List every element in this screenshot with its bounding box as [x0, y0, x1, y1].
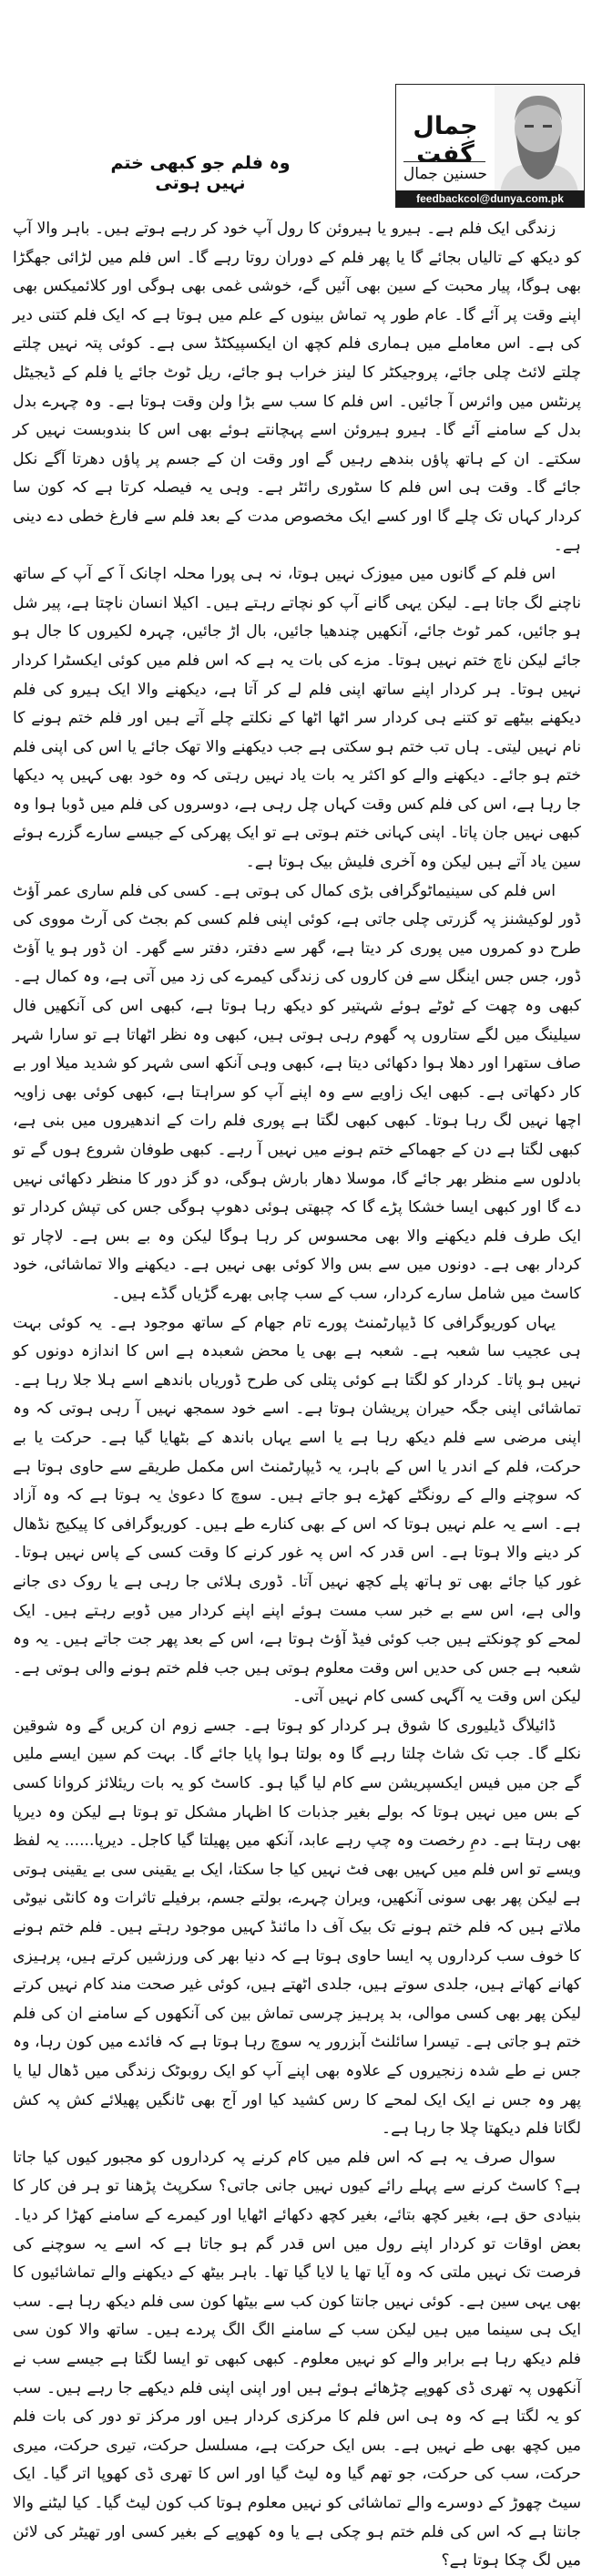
author-name: حسنین جمال [403, 165, 488, 183]
column-masthead [395, 84, 585, 208]
article-paragraph: سوال صرف یہ ہے کہ اس فلم میں کام کرنے پہ کرداروں کو مجبور کیوں کیا جاتا ہے؟ کاسٹ کرنے سے پہلے رائے کیوں نہیں جانی جاتی؟ سکرپٹ پڑھنا تو ہر فن کار کا بنیادی حق ہے، بغیر کچھ بتائے، بغیر کچھ دکھائے اٹھایا اور کیمرے کے سامنے کھڑا کر دیا۔ بعض اوقات تو کردار اپنے رول میں اس قدر گم ہو جاتا ہے کہ اسے یہ سوچنے کی فرصت تک نہیں ملتی کہ وہ آیا تھا یا لایا گیا تھا۔ باہر بیٹھ کے دیکھنے والے تماشائیوں کا بھی یہی سین ہے۔ کوئی نہیں جانتا کون کب سے بیٹھا کون سی فلم دیکھ رہا ہے۔ سب ایک ہی سینما میں ہیں لیکن سب کے سامنے الگ الگ پردے ہیں۔ ساتھ والا کون سی فلم دیکھ رہا ہے برابر والے کو نہیں معلوم۔ کبھی کبھی تو ایسا لگتا ہے جیسے سب نے آنکھوں پہ تھری ڈی کھوپے چڑھائے ہوئے ہیں اور اپنی اپنی فلم دیکھے جا رہے ہیں۔ سب کو یہ لگتا ہے کہ وہ ہی اس فلم کا مرکزی کردار ہیں اور مرکز تو دور کی بات فلم میں کچھ بھی طے نہیں ہے۔ بس ایک حرکت ہے، مسلسل حرکت، تیری حرکت، میری حرکت، سب کی حرکت، جو تھم گیا وہ لیٹ گیا اور اس کا تھری ڈی کھوپا اتر گیا۔ ایک سیٹ چھوڑ کے دوسرے والے تماشائی کو نہیں معلوم ہوتا کب کون لیٹ گیا۔ کیا لیٹنے والا جانتا ہے کہ اس کی فلم ختم ہو چکی ہے یا وہ کھوپے کے بغیر کسی اور تھیٹر کی لائن میں لگ چکا ہوتا ہے؟ [13, 2148, 581, 2571]
article-body [13, 215, 581, 2576]
logo-divider [403, 161, 485, 162]
article-paragraph: اس فلم کی سینیماٹوگرافی بڑی کمال کی ہوتی ہے۔ کسی کی فلم ساری عمر آؤٹ ڈور لوکیشنز پہ گزرتی چلی جاتی ہے، کوئی اپنی فلم کسی کم بجٹ کی آرٹ مووی کی طرح دو کمروں میں پوری کر دیتا ہے، گھر سے دفتر، دفتر سے گھر۔ ان ڈور ہو یا آؤٹ ڈور، جس جس اینگل سے فن کاروں کی زندگی کیمرے کی زد میں آتی ہے، وہ کمال ہے۔ کبھی وہ چھت کے ٹوٹے ہوئے شہتیر کو دیکھ رہا ہوتا ہے، کبھی اس کی آنکھیں فال سیلینگ میں لگے ستاروں پہ گھوم رہی ہوتی ہیں، کبھی وہ نظر اٹھاتا ہے تو سارا شہر صاف ستھرا اور دھلا ہوا دکھائی دیتا ہے، کبھی وہی آنکھ اسی شہر کو شدید میلا اور بے کار دکھاتی ہے۔ کبھی ایک زاویے سے وہ اپنے آپ کو سراہتا ہے، کبھی کوئی بھی زاویہ اچھا نہیں لگ رہا ہوتا۔ کبھی کبھی لگتا ہے پوری فلم رات کے اندھیروں میں بنی ہے، کبھی لگتا ہے دن کے جھماکے ختم ہونے میں نہیں آ رہے۔ کبھی طوفان شروع ہوں گے تو بادلوں سے منظر بھر جائے گا، موسلا دھار بارش ہوگی، دو گز دور کا منظر دکھائی نہیں دے گا اور کبھی ایسا خشکا پڑے گا کہ چبھتی ہوئی دھوپ ہوگی جس کی تپش کردار تو ایک طرف فلم دیکھنے والا بھی محسوس کر رہا ہوگا لیکن وہ بے بس ہے۔ لاچار تو کردار بھی ہے۔ دونوں میں سے بس والا کوئی بھی نہیں ہے۔ دیکھنے والا تماشائی، خود کاسٹ میں شامل سارے کردار، سب کے سب چابی بھرے گڑیاں گڈے ہیں۔ [13, 881, 581, 1303]
feedback-email: feedbackcol@dunya.com.pk [396, 190, 584, 207]
article-paragraph: اس فلم کے گانوں میں میوزک نہیں ہوتا، نہ ہی پورا محلہ اچانک آ کے آپ کے ساتھ ناچنے لگ جاتا ہے۔ لیکن یہی گانے آپ کو نچاتے رہتے ہیں۔ اکیلا انسان ناچتا ہے، پیر شل ہو جائیں، کمر ٹوٹ جائے، آنکھیں چندھیا جائیں، بال اڑ جائیں، چہرہ لکیروں کا جال ہو جائے لیکن ناچ ختم نہیں ہوتا۔ مزے کی بات یہ ہے کہ اس فلم میں کوئی ایکسٹرا کردار نہیں ہوتا۔ ہر کردار اپنے ساتھ اپنی فلم لے کر آتا ہے، دیکھنے والا ایک ہیرو کی فلم دیکھنے بیٹھے تو کتنے ہی کردار سر اٹھا اٹھا کے نکلتے چلے آتے ہیں اور فلم ختم ہونے کا نام نہیں لیتی۔ ہاں تب ختم ہو سکتی ہے جب دیکھنے والا تھک جائے یا اس کی اپنی فلم ختم ہو جائے۔ دیکھنے والے کو اکثر یہ بات یاد نہیں رہتی کہ وہ خود بھی کہیں پہ دیکھا جا رہا ہے، اس کی فلم کس وقت کہاں چل رہی ہے، دوسروں کی فلم میں ڈوبا ہوا وہ کبھی نہیں جان پاتا۔ اپنی کہانی ختم ہوتی ہے تو ایک پھرکی کے جیسے سارے گزرے ہوئے سین یاد آتے ہیں لیکن وہ آخری فلیش بیک ہوتا ہے۔ [13, 565, 581, 872]
article-paragraph: زندگی ایک فلم ہے۔ ہیرو یا ہیروئن کا رول آپ خود کر رہے ہوتے ہیں۔ باہر والا آپ کو دیکھ کے تالیاں بجائے گا یا پھر فلم کے دوران روتا رہے گا۔ اس فلم میں لڑائی جھگڑا بھی ہوگا، پیار محبت کے سین بھی آئیں گے، خوشی غمی بھی ہوگی اور کلائمیکس بھی اپنے وقت پر آئے گا۔ عام طور پہ تماش بینوں کے علم میں ہوتا ہے کہ ایک فلم کتنی دیر کی ہے۔ اس معاملے میں ہماری فلم کچھ ان ایکسپیکٹڈ سی ہے۔ کوئی پتہ نہیں چلتے چلتے لائٹ چلی جائے، پروجیکٹر کا لینز خراب ہو جائے، ریل ٹوٹ جائے یا فلم کے ڈیجیٹل پرنٹس میں وائرس آ جائیں۔ اس فلم کا سب سے بڑا ولن وقت ہوتا ہے۔ وہ چہرے بدل بدل کے سامنے آئے گا۔ ہیرو ہیروئن اسے پہچانتے ہوئے بھی اس کا بندوبست نہیں کر سکتے۔ ان کے ہاتھ پاؤں بندھے رہیں گے اور وقت ان کے جسم پر پاؤں دھرتا آگے نکل جائے گا۔ وقت ہی اس فلم کا سٹوری رائٹر ہے۔ وہی یہ فیصلہ کرتا ہے کہ کون سا کردار کہاں تک چلے گا اور کسے ایک مخصوص مدت کے بعد فلم سے فارغ خطی دے دینی ہے۔ [13, 220, 581, 555]
author-photo [495, 85, 582, 192]
article-paragraph: یہاں کوریوگرافی کا ڈیپارٹمنٹ پورے تام جھام کے ساتھ موجود ہے۔ یہ کوئی بہت ہی عجیب سا شعبہ ہے۔ شعبہ ہے بھی یا محض شعبدہ ہے اس کا اندازہ دونوں کو نہیں ہو پاتا۔ کردار کو لگتا ہے کوئی پتلی کی طرح ڈوریاں باندھے اسے ہلا جلا رہا ہے۔ تماشائی اپنی جگہ حیران پریشان ہوتا ہے۔ اسے خود سمجھ نہیں آ رہی ہوتی کہ وہ اپنی مرضی سے فلم دیکھ رہا ہے یا اسے یہاں باندھ کے بٹھایا گیا ہے۔ حرکت یا بے حرکت، فلم کے اندر یا اس کے باہر، یہ ڈیپارٹمنٹ اس مکمل طریقے سے حاوی ہوتا ہے کہ سوچنے والے کے رونگٹے کھڑے ہو جاتے ہیں۔ سوچ کا دعویٰ یہ ہوتا ہے کہ وہ آزاد ہے۔ اسے یہ علم نہیں ہوتا کہ اس کے بھی کنارے طے ہیں۔ کوریوگرافی کا پیکیج نڈھال کر دینے والا ہوتا ہے۔ اس قدر کہ اس پہ غور کرنے کا وقت کسی کے پاس نہیں ہوتا۔ غور کیا جائے بھی تو ہاتھ پلے کچھ نہیں آتا۔ ڈوری ہلائی جا رہی ہے یا روک دی جانے والی ہے، اس سے بے خبر سب مست ہوئے اپنے اپنے کردار میں ڈوبے رہتے ہیں۔ ایک لمحے کو چونکتے ہیں جب کوئی فیڈ آؤٹ ہوتا ہے، اس کے بعد پھر جت جاتے ہیں۔ یہ وہ شعبہ ہے جس کی حدیں اس وقت معلوم ہوتی ہیں جب فلم ختم ہونے والی ہوتی ہے۔ لیکن اس وقت یہ آگہی کسی کام نہیں آتی۔ [13, 1313, 581, 1707]
article-title: وہ فلم جو کبھی ختم نہیں ہوتی [110, 153, 291, 193]
article-paragraph: ڈائیلاگ ڈیلیوری کا شوق ہر کردار کو ہوتا ہے۔ جسے زوم ان کریں گے وہ شوقین نکلے گا۔ جب تک شاٹ چلتا رہے گا وہ بولتا ہوا پایا جائے گا۔ بہت کم سین ایسے ملیں گے جن میں فیس ایکسپریشن سے کام لیا گیا ہو۔ کاسٹ کو یہ بات ریئلائز کروانا کسی کے بس میں نہیں ہوتا کہ بولے بغیر جذبات کا اظہار مشکل تو ہوتا ہے لیکن وہ دیرپا بھی رہتا ہے۔ دمِ رخصت وہ چپ رہے عابد، آنکھ میں پھیلتا گیا کاجل۔ دیرپا...... یہ لفظ ویسے تو اس فلم میں کہیں بھی فٹ نہیں کیا جا سکتا، ایک بے یقینی سی بے یقینی ہوتی ہے لیکن پھر بھی سونی آنکھیں، ویران چہرے، بولتے جسم، برفیلے تاثرات وہ کانٹی نیوٹی ملاتے ہیں کہ فلم ختم ہونے تک بیک آف دا مائنڈ کہیں موجود رہتے ہیں۔ فلم ختم ہونے کا خوف سب کرداروں پہ ایسا حاوی ہوتا ہے کہ دنیا بھر کی ورزشیں کرتے ہیں، پرہیزی کھانے کھاتے ہیں، جلدی سوتے ہیں، جلدی اٹھتے ہیں، کوئی غیر صحت مند کام نہیں کرتے لیکن پھر بھی کسی موالی، بد پرہیز چرسی تماش بین کی آنکھوں کے سامنے ان کی فلم ختم ہو جاتی ہے۔ تیسرا سائلنٹ آبزرور یہ سوچ رہا ہوتا ہے کہ فائدے میں کون رہا، وہ جس نے طے شدہ زنجیروں کے علاوہ بھی اپنے آپ کو ایک روبوٹک زندگی میں ڈھال لیا یا پھر وہ جس نے ایک ایک لمحے کا رس کشید کیا اور آج بھی ٹانگیں پھیلائے کش پہ کش لگاتا فلم دیکھتا چلا جا رہا ہے۔ [13, 1716, 581, 2139]
column-logo: جمال گفت [413, 112, 478, 169]
